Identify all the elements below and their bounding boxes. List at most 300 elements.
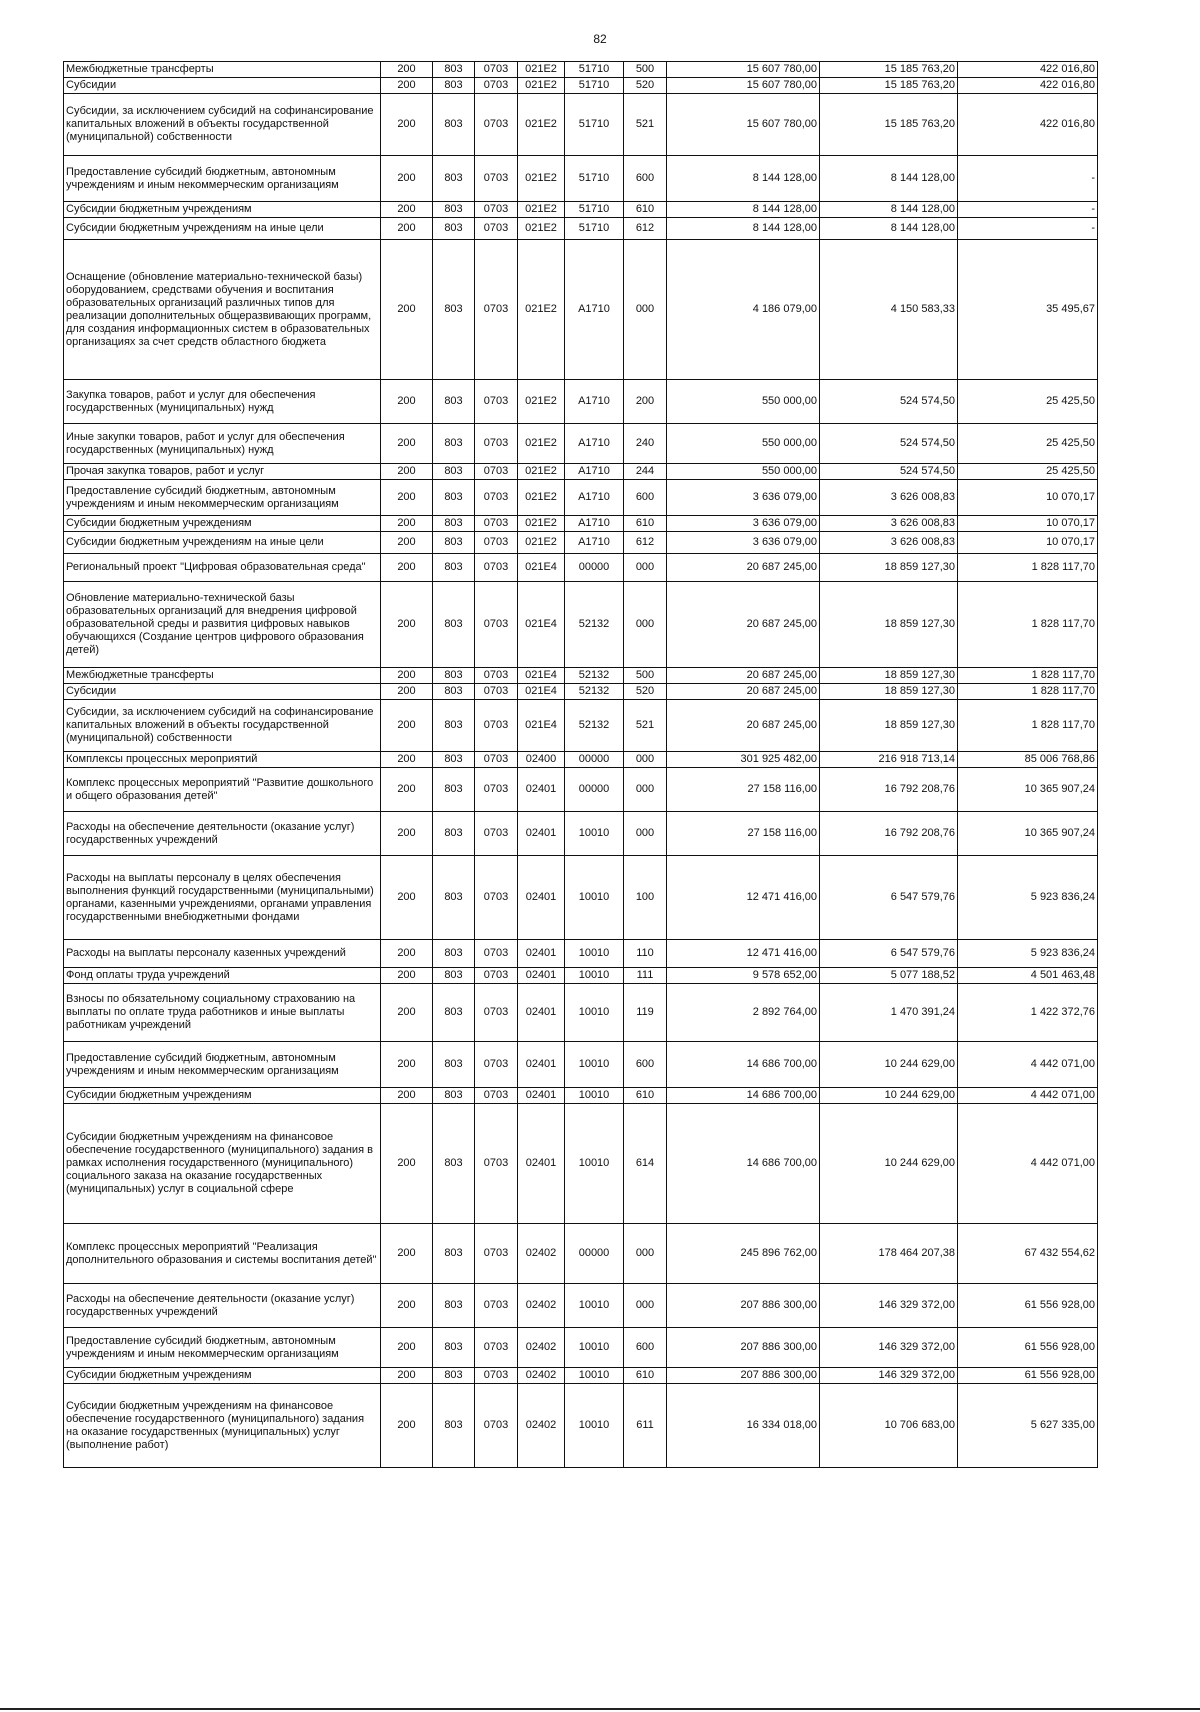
amount-1: 27 158 116,00 (667, 812, 820, 856)
program-code: 021Е2 (518, 532, 565, 554)
program-code: 021Е2 (518, 218, 565, 240)
section-code: 0703 (475, 240, 518, 380)
table-row (64, 1284, 1098, 1328)
amount-1: 4 186 079,00 (667, 240, 820, 380)
amount-1: 3 636 079,00 (667, 516, 820, 532)
section-code: 0703 (475, 700, 518, 752)
expense-name: Закупка товаров, работ и услуг для обеспечения государственных (муниципальных) нужд (64, 380, 381, 424)
amount-1: 12 471 416,00 (667, 856, 820, 940)
table-row (64, 684, 1098, 700)
table-row (64, 240, 1098, 380)
table-row (64, 1104, 1098, 1224)
expense-name: Субсидии бюджетным учреждениям на финансовое обеспечение государственного (муниципального) задания в рамках исполнения государственного (муниципального) социального заказа на оказание государственных (муниципальных) услуг в социальной сфере (64, 1104, 381, 1224)
amount-1: 8 144 128,00 (667, 202, 820, 218)
program-code: 021Е2 (518, 480, 565, 516)
direction-code: 00000 (565, 1224, 624, 1284)
amount-1: 207 886 300,00 (667, 1328, 820, 1368)
code-col-2: 803 (433, 1328, 475, 1368)
section-code: 0703 (475, 1368, 518, 1384)
program-code: 02402 (518, 1368, 565, 1384)
section-code: 0703 (475, 78, 518, 94)
expense-type-code: 610 (624, 202, 667, 218)
code-col-2: 803 (433, 1284, 475, 1328)
direction-code: 10010 (565, 1104, 624, 1224)
budget-expenditure-table (63, 61, 1098, 1468)
expense-type-code: 200 (624, 380, 667, 424)
amount-3: 1 828 117,70 (958, 554, 1098, 582)
direction-code: 10010 (565, 1284, 624, 1328)
direction-code: 51710 (565, 218, 624, 240)
code-col-2: 803 (433, 1368, 475, 1384)
expense-name: Комплекс процессных мероприятий "Реализация дополнительного образования и системы воспитания детей" (64, 1224, 381, 1284)
amount-2: 8 144 128,00 (820, 202, 958, 218)
amount-2: 16 792 208,76 (820, 812, 958, 856)
code-col-1: 200 (381, 1224, 433, 1284)
amount-2: 15 185 763,20 (820, 78, 958, 94)
direction-code: 10010 (565, 1088, 624, 1104)
expense-type-code: 614 (624, 1104, 667, 1224)
code-col-1: 200 (381, 464, 433, 480)
amount-1: 20 687 245,00 (667, 684, 820, 700)
code-col-1: 200 (381, 684, 433, 700)
amount-3: 422 016,80 (958, 94, 1098, 156)
direction-code: 51710 (565, 62, 624, 78)
table-row (64, 516, 1098, 532)
direction-code: 00000 (565, 768, 624, 812)
program-code: 021Е2 (518, 516, 565, 532)
program-code: 02401 (518, 984, 565, 1042)
table-row (64, 380, 1098, 424)
code-col-1: 200 (381, 532, 433, 554)
code-col-1: 200 (381, 554, 433, 582)
amount-3: 1 828 117,70 (958, 668, 1098, 684)
table-row (64, 78, 1098, 94)
amount-3: 25 425,50 (958, 424, 1098, 464)
code-col-2: 803 (433, 684, 475, 700)
direction-code: 00000 (565, 752, 624, 768)
program-code: 02402 (518, 1384, 565, 1468)
amount-2: 18 859 127,30 (820, 582, 958, 668)
expense-type-code: 000 (624, 554, 667, 582)
expense-type-code: 612 (624, 218, 667, 240)
amount-1: 3 636 079,00 (667, 480, 820, 516)
code-col-1: 200 (381, 984, 433, 1042)
direction-code: 10010 (565, 856, 624, 940)
section-code: 0703 (475, 856, 518, 940)
table-row (64, 62, 1098, 78)
direction-code: 51710 (565, 94, 624, 156)
code-col-1: 200 (381, 1328, 433, 1368)
section-code: 0703 (475, 1224, 518, 1284)
amount-1: 15 607 780,00 (667, 94, 820, 156)
code-col-2: 803 (433, 856, 475, 940)
expense-name: Субсидии бюджетным учреждениям на финансовое обеспечение государственного (муниципального) задания на оказание государственных (муниципальных) услуг (выполнение работ) (64, 1384, 381, 1468)
code-col-2: 803 (433, 78, 475, 94)
table-row (64, 202, 1098, 218)
expense-name: Комплексы процессных мероприятий (64, 752, 381, 768)
direction-code: А1710 (565, 516, 624, 532)
amount-2: 5 077 188,52 (820, 968, 958, 984)
amount-1: 27 158 116,00 (667, 768, 820, 812)
code-col-1: 200 (381, 62, 433, 78)
expense-name: Расходы на выплаты персоналу казенных учреждений (64, 940, 381, 968)
code-col-1: 200 (381, 516, 433, 532)
expense-type-code: 520 (624, 78, 667, 94)
program-code: 021Е2 (518, 62, 565, 78)
section-code: 0703 (475, 380, 518, 424)
expense-name: Расходы на обеспечение деятельности (оказание услуг) государственных учреждений (64, 1284, 381, 1328)
amount-2: 18 859 127,30 (820, 684, 958, 700)
direction-code: 00000 (565, 554, 624, 582)
amount-2: 4 150 583,33 (820, 240, 958, 380)
table-row (64, 768, 1098, 812)
expense-type-code: 240 (624, 424, 667, 464)
amount-2: 1 470 391,24 (820, 984, 958, 1042)
code-col-2: 803 (433, 94, 475, 156)
direction-code: 10010 (565, 1384, 624, 1468)
amount-3: 10 070,17 (958, 516, 1098, 532)
amount-1: 550 000,00 (667, 380, 820, 424)
amount-3: 5 923 836,24 (958, 856, 1098, 940)
expense-name: Субсидии бюджетным учреждениям (64, 1368, 381, 1384)
expense-name: Предоставление субсидий бюджетным, автономным учреждениям и иным некоммерческим организациям (64, 156, 381, 202)
code-col-2: 803 (433, 1384, 475, 1468)
expense-name: Обновление материально-технической базы образовательных организаций для внедрения цифровой образовательной среды и развития цифровых навыков обучающихся (Создание центров цифрового образования детей) (64, 582, 381, 668)
amount-1: 14 686 700,00 (667, 1042, 820, 1088)
code-col-1: 200 (381, 856, 433, 940)
code-col-2: 803 (433, 752, 475, 768)
amount-1: 14 686 700,00 (667, 1104, 820, 1224)
code-col-1: 200 (381, 752, 433, 768)
amount-2: 15 185 763,20 (820, 94, 958, 156)
expense-name: Субсидии бюджетным учреждениям на иные цели (64, 218, 381, 240)
direction-code: А1710 (565, 240, 624, 380)
amount-2: 146 329 372,00 (820, 1284, 958, 1328)
code-col-1: 200 (381, 812, 433, 856)
code-col-1: 200 (381, 1042, 433, 1088)
direction-code: 10010 (565, 1042, 624, 1088)
amount-1: 550 000,00 (667, 424, 820, 464)
expense-name: Субсидии (64, 78, 381, 94)
code-col-2: 803 (433, 700, 475, 752)
program-code: 02401 (518, 1104, 565, 1224)
section-code: 0703 (475, 532, 518, 554)
section-code: 0703 (475, 768, 518, 812)
section-code: 0703 (475, 156, 518, 202)
code-col-2: 803 (433, 554, 475, 582)
section-code: 0703 (475, 1328, 518, 1368)
amount-3: 67 432 554,62 (958, 1224, 1098, 1284)
amount-1: 301 925 482,00 (667, 752, 820, 768)
expense-name: Фонд оплаты труда учреждений (64, 968, 381, 984)
program-code: 02401 (518, 856, 565, 940)
program-code: 02402 (518, 1224, 565, 1284)
expense-name: Региональный проект "Цифровая образовательная среда" (64, 554, 381, 582)
amount-1: 20 687 245,00 (667, 668, 820, 684)
page-number: 82 (593, 32, 607, 46)
amount-3: 422 016,80 (958, 62, 1098, 78)
amount-3: 61 556 928,00 (958, 1328, 1098, 1368)
code-col-2: 803 (433, 940, 475, 968)
direction-code: 51710 (565, 78, 624, 94)
expense-type-code: 000 (624, 1284, 667, 1328)
table-row (64, 1042, 1098, 1088)
program-code: 021Е2 (518, 240, 565, 380)
direction-code: 10010 (565, 940, 624, 968)
table-row (64, 218, 1098, 240)
section-code: 0703 (475, 94, 518, 156)
amount-3: 10 365 907,24 (958, 812, 1098, 856)
expense-type-code: 110 (624, 940, 667, 968)
amount-3: 25 425,50 (958, 464, 1098, 480)
code-col-2: 803 (433, 1104, 475, 1224)
expense-name: Субсидии (64, 684, 381, 700)
amount-3: 1 828 117,70 (958, 684, 1098, 700)
section-code: 0703 (475, 968, 518, 984)
code-col-1: 200 (381, 380, 433, 424)
expense-type-code: 520 (624, 684, 667, 700)
expense-type-code: 119 (624, 984, 667, 1042)
expense-name: Предоставление субсидий бюджетным, автономным учреждениям и иным некоммерческим организациям (64, 480, 381, 516)
program-code: 02401 (518, 968, 565, 984)
section-code: 0703 (475, 1042, 518, 1088)
amount-3: 5 923 836,24 (958, 940, 1098, 968)
direction-code: 10010 (565, 1368, 624, 1384)
amount-1: 550 000,00 (667, 464, 820, 480)
amount-1: 207 886 300,00 (667, 1284, 820, 1328)
code-col-1: 200 (381, 1368, 433, 1384)
code-col-2: 803 (433, 202, 475, 218)
program-code: 02401 (518, 940, 565, 968)
expense-type-code: 600 (624, 1328, 667, 1368)
amount-2: 524 574,50 (820, 424, 958, 464)
program-code: 02401 (518, 768, 565, 812)
expense-type-code: 244 (624, 464, 667, 480)
expense-name: Иные закупки товаров, работ и услуг для обеспечения государственных (муниципальных) нужд (64, 424, 381, 464)
expense-type-code: 521 (624, 700, 667, 752)
amount-3: 5 627 335,00 (958, 1384, 1098, 1468)
section-code: 0703 (475, 582, 518, 668)
code-col-1: 200 (381, 78, 433, 94)
expense-type-code: 100 (624, 856, 667, 940)
table-row (64, 968, 1098, 984)
table-row (64, 752, 1098, 768)
direction-code: А1710 (565, 480, 624, 516)
expense-type-code: 610 (624, 1368, 667, 1384)
section-code: 0703 (475, 62, 518, 78)
direction-code: 10010 (565, 968, 624, 984)
code-col-2: 803 (433, 768, 475, 812)
direction-code: 52132 (565, 700, 624, 752)
code-col-2: 803 (433, 480, 475, 516)
direction-code: А1710 (565, 380, 624, 424)
section-code: 0703 (475, 424, 518, 464)
program-code: 021Е4 (518, 554, 565, 582)
amount-2: 146 329 372,00 (820, 1368, 958, 1384)
amount-3: 25 425,50 (958, 380, 1098, 424)
code-col-2: 803 (433, 424, 475, 464)
amount-3: 61 556 928,00 (958, 1368, 1098, 1384)
expense-name: Расходы на выплаты персоналу в целях обеспечения выполнения функций государственными (муниципальными) органами, казенными учреждениями, органами управления государственными внебюджетными фондами (64, 856, 381, 940)
amount-1: 207 886 300,00 (667, 1368, 820, 1384)
expense-type-code: 612 (624, 532, 667, 554)
section-code: 0703 (475, 1088, 518, 1104)
program-code: 02401 (518, 812, 565, 856)
direction-code: 52132 (565, 684, 624, 700)
table-row (64, 480, 1098, 516)
amount-2: 524 574,50 (820, 380, 958, 424)
section-code: 0703 (475, 812, 518, 856)
table-row (64, 668, 1098, 684)
amount-1: 8 144 128,00 (667, 156, 820, 202)
expense-name: Субсидии, за исключением субсидий на софинансирование капитальных вложений в объекты государственной (муниципальной) собственности (64, 94, 381, 156)
code-col-1: 200 (381, 968, 433, 984)
expense-type-code: 500 (624, 668, 667, 684)
amount-3: 10 070,17 (958, 480, 1098, 516)
section-code: 0703 (475, 684, 518, 700)
expense-name: Предоставление субсидий бюджетным, автономным учреждениям и иным некоммерческим организациям (64, 1042, 381, 1088)
code-col-1: 200 (381, 480, 433, 516)
amount-2: 8 144 128,00 (820, 156, 958, 202)
expense-name: Комплекс процессных мероприятий "Развитие дошкольного и общего образования детей" (64, 768, 381, 812)
section-code: 0703 (475, 752, 518, 768)
expense-type-code: 521 (624, 94, 667, 156)
program-code: 02402 (518, 1284, 565, 1328)
direction-code: 51710 (565, 156, 624, 202)
amount-2: 146 329 372,00 (820, 1328, 958, 1368)
section-code: 0703 (475, 480, 518, 516)
table-row (64, 1328, 1098, 1368)
table-row (64, 424, 1098, 464)
code-col-1: 200 (381, 940, 433, 968)
expense-type-code: 000 (624, 1224, 667, 1284)
amount-3: 10 070,17 (958, 532, 1098, 554)
expense-type-code: 610 (624, 516, 667, 532)
expense-type-code: 111 (624, 968, 667, 984)
code-col-2: 803 (433, 532, 475, 554)
table-row (64, 1088, 1098, 1104)
code-col-2: 803 (433, 582, 475, 668)
program-code: 021Е4 (518, 668, 565, 684)
expense-name: Расходы на обеспечение деятельности (оказание услуг) государственных учреждений (64, 812, 381, 856)
program-code: 021Е2 (518, 464, 565, 480)
code-col-1: 200 (381, 668, 433, 684)
program-code: 021Е4 (518, 582, 565, 668)
code-col-1: 200 (381, 1384, 433, 1468)
expense-type-code: 600 (624, 156, 667, 202)
amount-2: 6 547 579,76 (820, 940, 958, 968)
amount-3: 422 016,80 (958, 78, 1098, 94)
code-col-1: 200 (381, 1088, 433, 1104)
code-col-1: 200 (381, 582, 433, 668)
amount-2: 18 859 127,30 (820, 554, 958, 582)
amount-2: 524 574,50 (820, 464, 958, 480)
amount-2: 3 626 008,83 (820, 480, 958, 516)
code-col-1: 200 (381, 700, 433, 752)
amount-2: 18 859 127,30 (820, 700, 958, 752)
direction-code: 10010 (565, 984, 624, 1042)
code-col-2: 803 (433, 62, 475, 78)
amount-2: 16 792 208,76 (820, 768, 958, 812)
amount-2: 15 185 763,20 (820, 62, 958, 78)
amount-3: 85 006 768,86 (958, 752, 1098, 768)
table-row (64, 1368, 1098, 1384)
expense-name: Субсидии бюджетным учреждениям (64, 516, 381, 532)
expense-type-code: 000 (624, 240, 667, 380)
expense-name: Субсидии, за исключением субсидий на софинансирование капитальных вложений в объекты государственной (муниципальной) собственности (64, 700, 381, 752)
expense-name: Межбюджетные трансферты (64, 62, 381, 78)
amount-3: 4 442 071,00 (958, 1042, 1098, 1088)
table-row (64, 554, 1098, 582)
code-col-1: 200 (381, 202, 433, 218)
code-col-2: 803 (433, 1224, 475, 1284)
amount-1: 8 144 128,00 (667, 218, 820, 240)
code-col-2: 803 (433, 218, 475, 240)
code-col-1: 200 (381, 1104, 433, 1224)
expense-type-code: 600 (624, 1042, 667, 1088)
direction-code: 10010 (565, 812, 624, 856)
direction-code: 51710 (565, 202, 624, 218)
code-col-2: 803 (433, 984, 475, 1042)
amount-1: 20 687 245,00 (667, 554, 820, 582)
amount-3: 1 828 117,70 (958, 700, 1098, 752)
expense-name: Субсидии бюджетным учреждениям (64, 1088, 381, 1104)
table-row (64, 94, 1098, 156)
direction-code: 52132 (565, 582, 624, 668)
amount-2: 3 626 008,83 (820, 532, 958, 554)
code-col-1: 200 (381, 768, 433, 812)
code-col-2: 803 (433, 812, 475, 856)
amount-1: 15 607 780,00 (667, 78, 820, 94)
table-row (64, 812, 1098, 856)
direction-code: 10010 (565, 1328, 624, 1368)
expense-name: Субсидии бюджетным учреждениям (64, 202, 381, 218)
expense-type-code: 500 (624, 62, 667, 78)
amount-2: 10 244 629,00 (820, 1104, 958, 1224)
expense-type-code: 610 (624, 1088, 667, 1104)
table-row (64, 1224, 1098, 1284)
code-col-1: 200 (381, 1284, 433, 1328)
program-code: 021Е2 (518, 424, 565, 464)
amount-1: 9 578 652,00 (667, 968, 820, 984)
amount-3: 4 501 463,48 (958, 968, 1098, 984)
program-code: 021Е4 (518, 684, 565, 700)
program-code: 021Е4 (518, 700, 565, 752)
expense-name: Взносы по обязательному социальному страхованию на выплаты по оплате труда работников и иные выплаты работникам учреждений (64, 984, 381, 1042)
amount-1: 15 607 780,00 (667, 62, 820, 78)
section-code: 0703 (475, 1104, 518, 1224)
section-code: 0703 (475, 554, 518, 582)
table-row (64, 156, 1098, 202)
amount-3: 4 442 071,00 (958, 1088, 1098, 1104)
code-col-2: 803 (433, 1042, 475, 1088)
expense-type-code: 000 (624, 768, 667, 812)
section-code: 0703 (475, 984, 518, 1042)
amount-3: 1 828 117,70 (958, 582, 1098, 668)
amount-1: 16 334 018,00 (667, 1384, 820, 1468)
table-row (64, 1384, 1098, 1468)
expense-type-code: 000 (624, 752, 667, 768)
code-col-2: 803 (433, 464, 475, 480)
program-code: 02401 (518, 1088, 565, 1104)
expense-name: Предоставление субсидий бюджетным, автономным учреждениям и иным некоммерческим организациям (64, 1328, 381, 1368)
table-row (64, 856, 1098, 940)
table-row (64, 532, 1098, 554)
amount-2: 216 918 713,14 (820, 752, 958, 768)
section-code: 0703 (475, 464, 518, 480)
amount-2: 10 244 629,00 (820, 1088, 958, 1104)
amount-1: 3 636 079,00 (667, 532, 820, 554)
